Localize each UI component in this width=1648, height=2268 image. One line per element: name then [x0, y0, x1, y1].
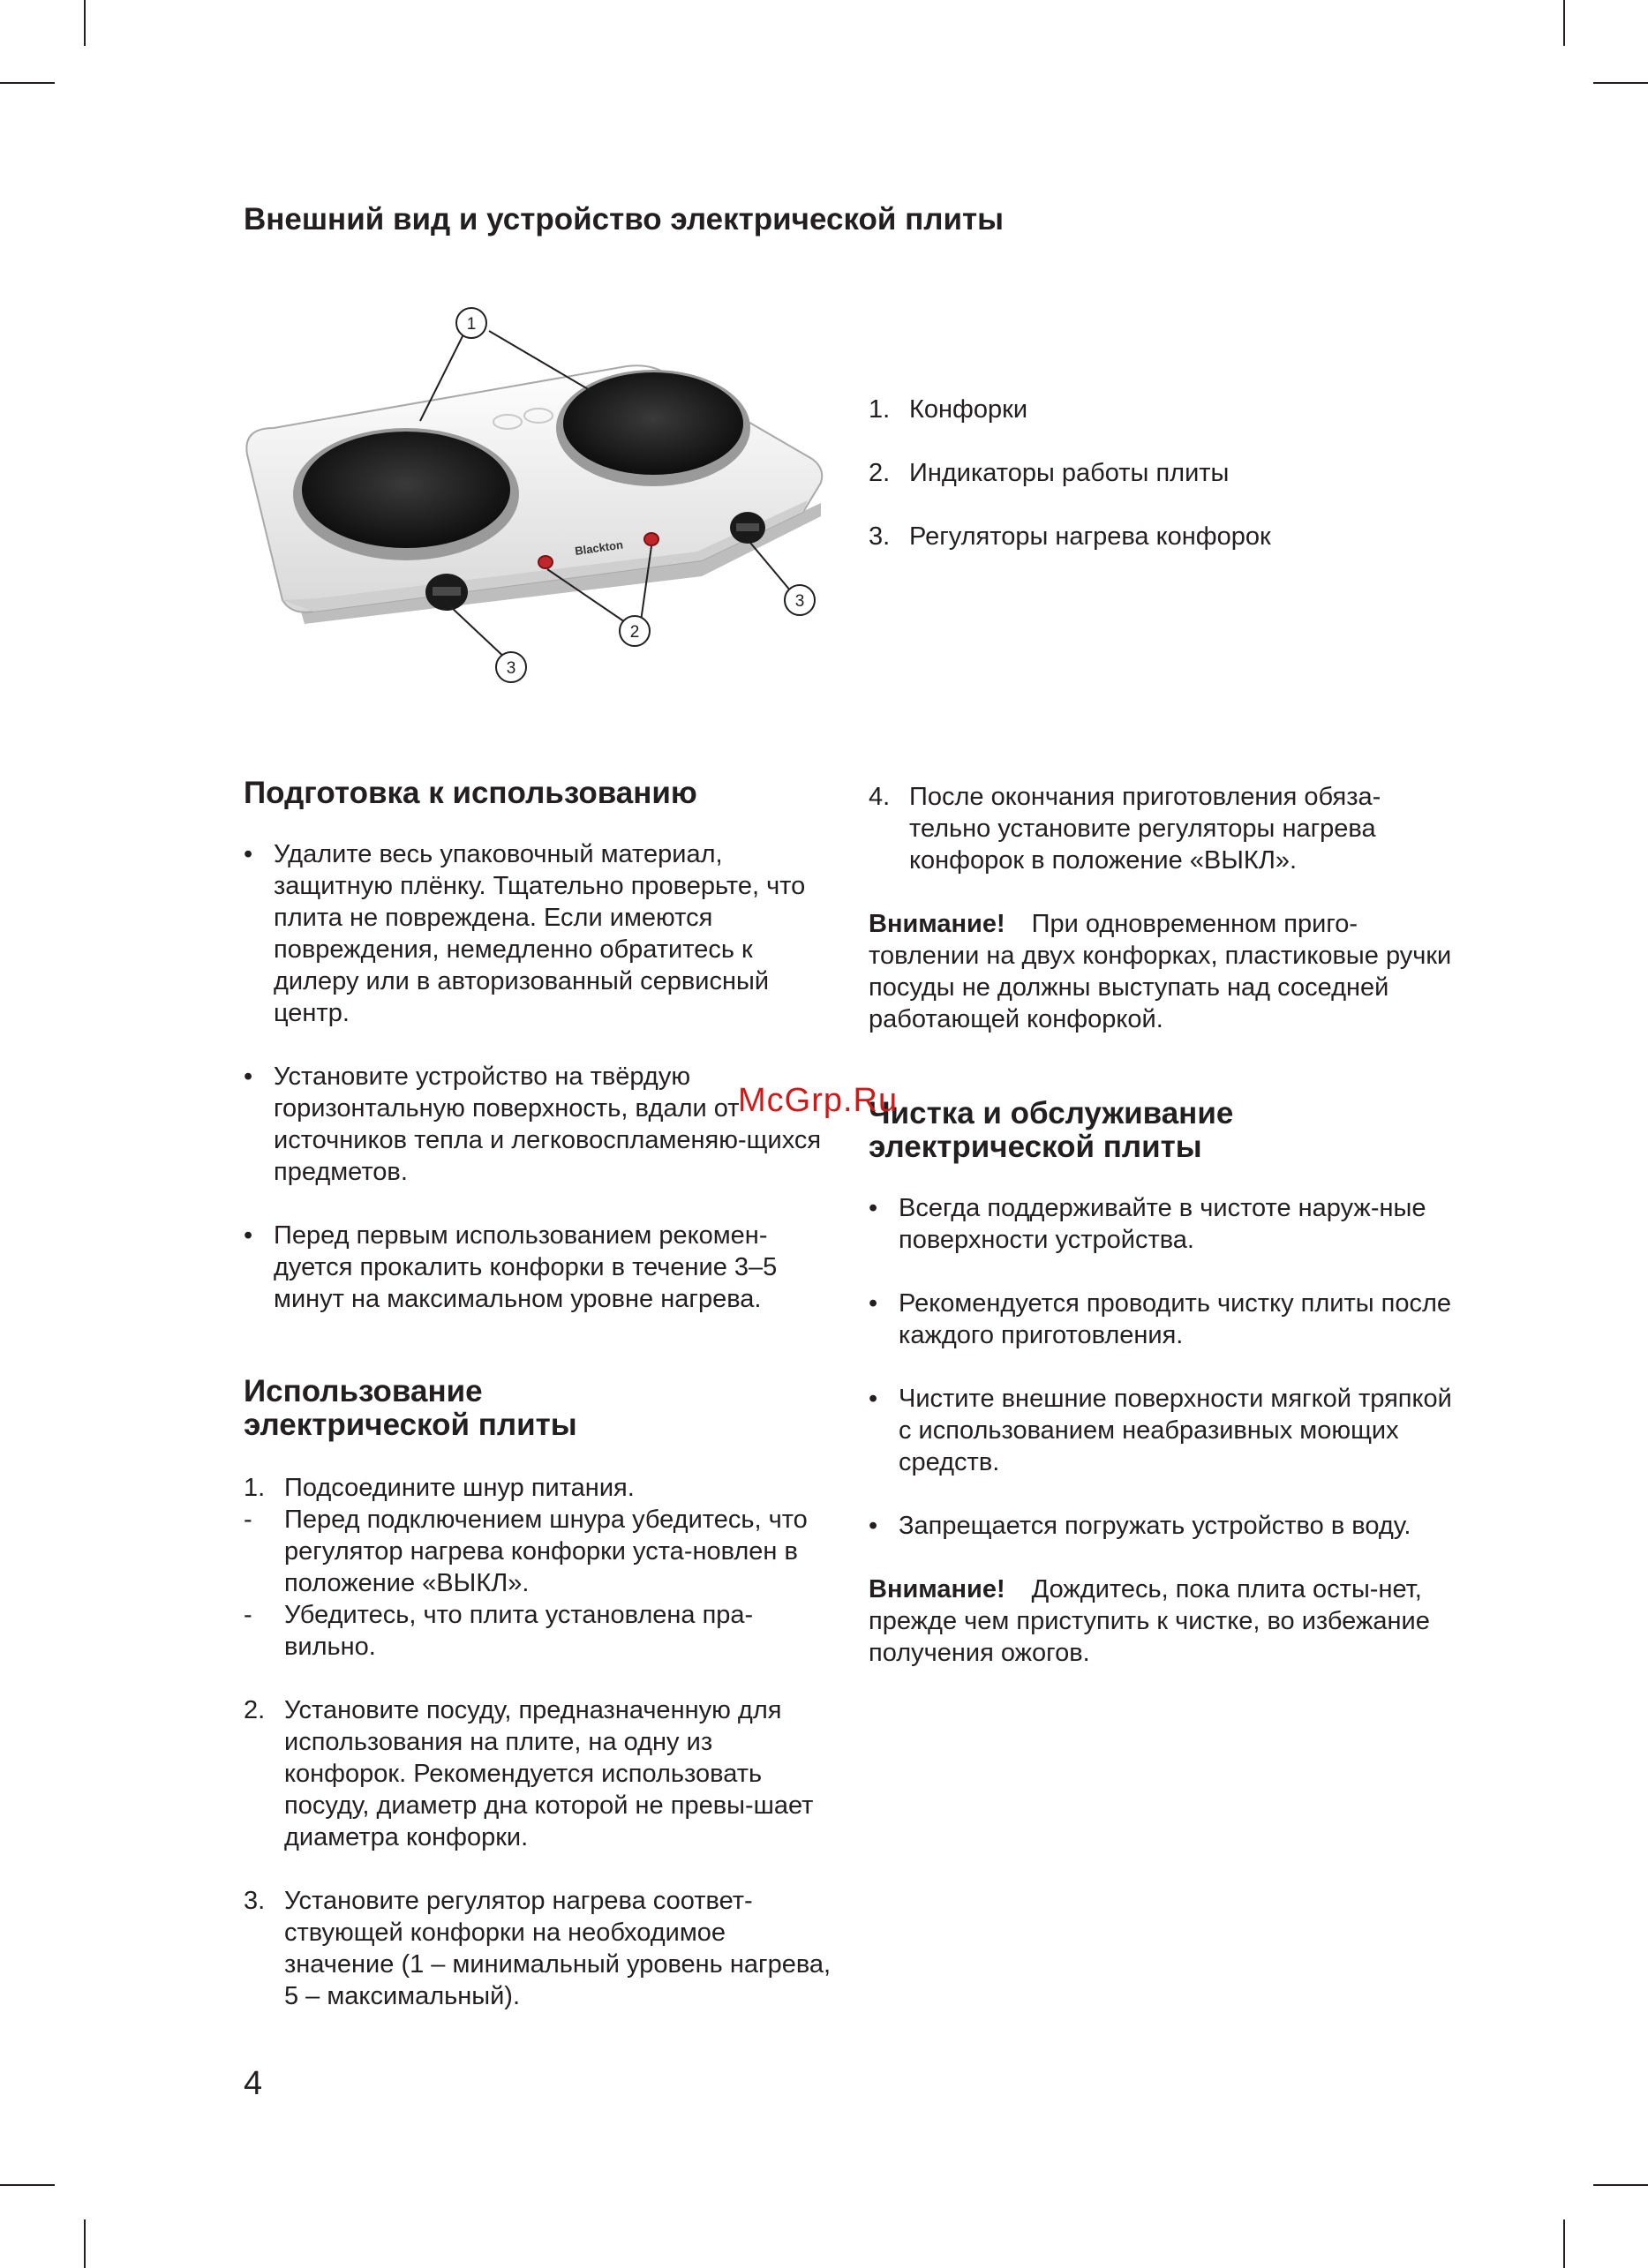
list-item: • Чистите внешние поверхности мягкой тряпкой с использованием неабразивных моющих средств. — [869, 1383, 1460, 1478]
legend-number: 2. — [869, 459, 891, 487]
crop-mark — [0, 82, 55, 84]
callout-line — [750, 543, 791, 591]
brand-label: Blackton — [574, 537, 624, 558]
warning-note — [869, 1573, 1460, 1669]
figure-legend — [869, 395, 1486, 586]
callout-number: 3 — [794, 592, 805, 611]
step-number: 3. — [244, 1887, 266, 1915]
usage-steps — [244, 1472, 835, 2012]
heat-knob-grip — [736, 523, 759, 531]
preparation-list — [244, 838, 835, 1315]
list-item: • Перед первым использованием рекомен-дуется прокалить конфорки в течение 3–5 минут на максимальном уровне нагрева. — [244, 1220, 835, 1315]
heading-line: Чистка и обслуживание — [869, 1096, 1234, 1130]
heading-line: электрической плиты — [244, 1408, 577, 1442]
left-column — [244, 777, 835, 2012]
warning-text: При одновременном приго-товлении на двух конфорках, пластиковые ручки посуды не должны выступать над соседней работающей конфоркой. — [869, 910, 1452, 1033]
step-text: Установите посуду, предназначенную для использования на плите, на одну из конфорок. Рекомендуется использовать посуду, диаметр дна которой не превы-шает диаметра конфорки. — [284, 1696, 814, 1851]
legend-item — [869, 395, 1486, 459]
dash-mark: - — [244, 1601, 252, 1629]
section-heading-cleaning — [869, 1097, 1460, 1164]
dash-item — [244, 1599, 835, 1663]
heat-knob-grip — [433, 587, 461, 596]
warning-label: Внимание! — [869, 910, 1005, 938]
crop-mark — [1563, 2219, 1565, 2268]
legend-text: Регуляторы нагрева конфорок — [909, 522, 1271, 551]
legend-number: 3. — [869, 522, 891, 551]
list-item: • Всегда поддерживайте в чистоте наруж-ные поверхности устройства. — [869, 1192, 1460, 1256]
callout-number: 1 — [466, 315, 477, 334]
burner-left — [302, 432, 510, 548]
crop-mark — [1563, 0, 1565, 46]
crop-mark — [84, 2219, 86, 2268]
burner-right — [563, 372, 743, 475]
indicator-light — [538, 556, 553, 568]
dash-mark: - — [244, 1506, 252, 1534]
indicator-light — [644, 533, 658, 545]
step-number: 4. — [869, 783, 891, 811]
dash-text: Убедитесь, что плита установлена пра-вильно. — [284, 1601, 754, 1661]
legend-number: 1. — [869, 395, 891, 424]
step-number: 2. — [244, 1696, 266, 1724]
warning-text: Дождитесь, пока плита осты-нет, прежде чем приступить к чистке, во избежание получения ожогов. — [869, 1575, 1430, 1667]
list-item: • Установите устройство на твёрдую горизонтальную поверхность, вдали от источников тепла и легковоспламеняю-щихся предметов. — [244, 1061, 835, 1188]
legend-text: Индикаторы работы плиты — [909, 459, 1230, 487]
heading-line: Использование — [244, 1374, 483, 1408]
numbered-step — [869, 781, 1460, 876]
warning-label: Внимание! — [869, 1575, 1005, 1603]
numbered-step — [244, 1694, 835, 1853]
section-heading-usage — [244, 1375, 835, 1442]
step-text: После окончания приготовления обяза-тельно установите регуляторы нагрева конфорок в положение «ВЫКЛ». — [909, 783, 1381, 875]
crop-mark — [84, 0, 86, 46]
dash-item — [244, 1504, 835, 1599]
list-item: • Рекомендуется проводить чистку плиты после каждого приготовления. — [869, 1288, 1460, 1351]
stove-illustration — [238, 296, 839, 702]
numbered-step — [244, 1472, 835, 1504]
cleaning-list — [869, 1192, 1460, 1542]
warning-note — [869, 908, 1460, 1035]
list-item: • Удалите весь упаковочный материал, защитную плёнку. Тщательно проверьте, что плита не повреждена. Если имеются повреждения, немедленно обратитесь к дилеру или в авторизованный сервисный центр. — [244, 838, 835, 1029]
list-item: • Запрещается погружать устройство в воду. — [869, 1510, 1460, 1542]
callout-number: 2 — [629, 623, 640, 642]
legend-item — [869, 459, 1486, 522]
heading-line: электрической плиты — [869, 1130, 1202, 1164]
step-number: 1. — [244, 1474, 266, 1502]
page-number: 4 — [244, 2065, 263, 2102]
step-text: Установите регулятор нагрева соответ-ствующей конфорки на необходимое значение (1 – минимальный уровень нагрева, 5 – максимальный). — [284, 1887, 832, 2010]
numbered-step — [244, 1885, 835, 2012]
right-column — [869, 781, 1460, 1669]
legend-item — [869, 522, 1486, 586]
legend-text: Конфорки — [909, 395, 1028, 424]
step-text: Подсоедините шнур питания. — [284, 1474, 635, 1502]
section-heading-preparation: Подготовка к использованию — [244, 776, 697, 810]
dash-text: Перед подключением шнура убедитесь, что регулятор нагрева конфорки уста-новлен в положение «ВЫКЛ». — [284, 1506, 808, 1597]
crop-mark — [0, 2184, 55, 2186]
callout-number: 3 — [506, 659, 516, 678]
crop-mark — [1593, 82, 1648, 84]
callout-line — [450, 606, 508, 661]
page-title: Внешний вид и устройство электрической плиты — [244, 202, 1005, 237]
watermark: McGrp.Ru — [738, 1082, 899, 1119]
crop-mark — [1593, 2184, 1648, 2186]
